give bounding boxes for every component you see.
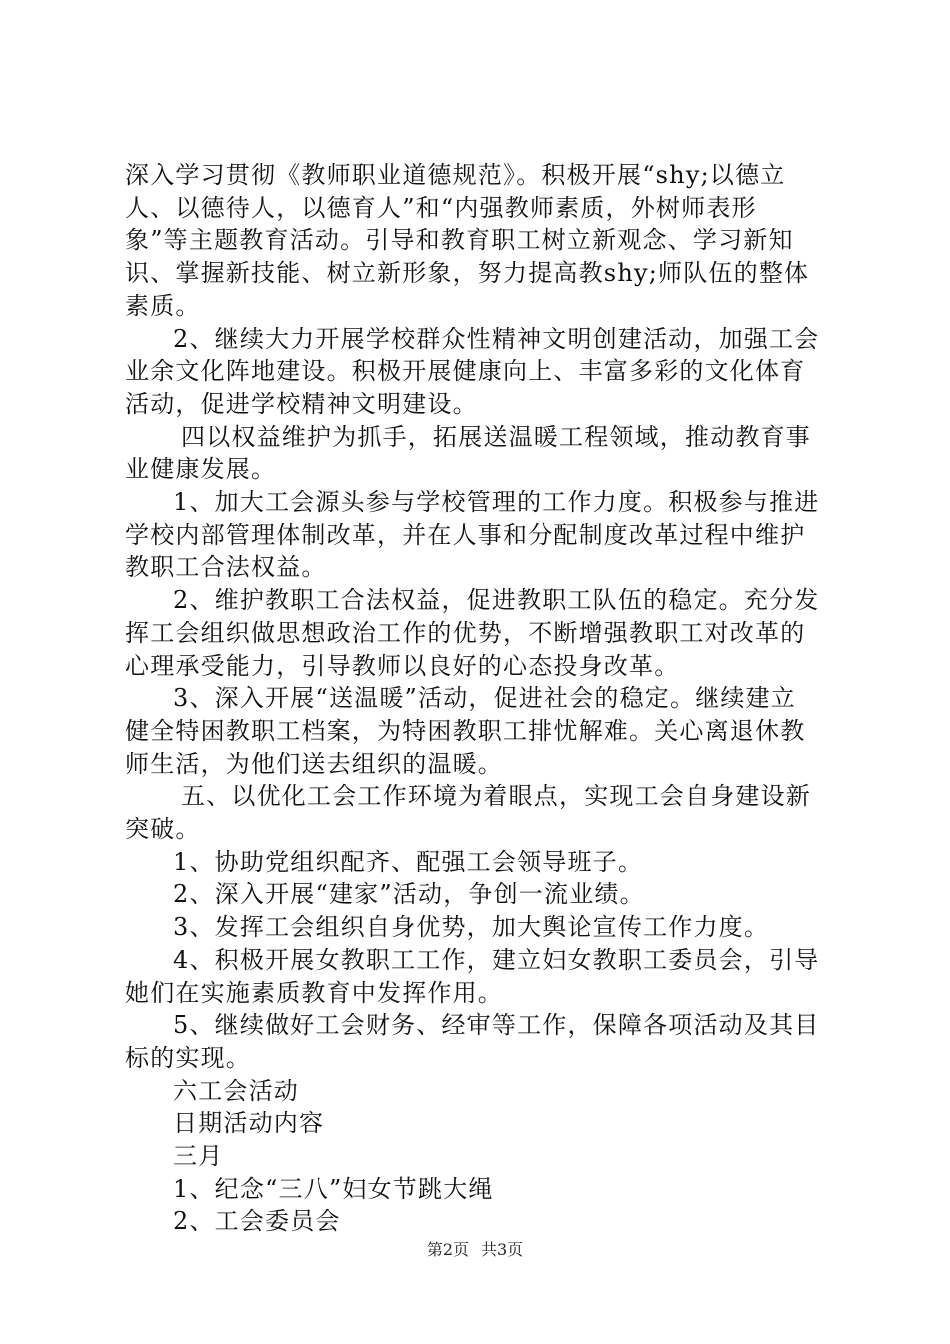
text-line: 2、继续大力开展学校群众性精神文明创建活动，加强工会 [173,325,820,353]
text-line: 素质。 [125,292,201,320]
text-line: 学校内部管理体制改革，并在人事和分配制度改革过程中维护 [125,521,806,549]
text-line: 1、加大工会源头参与学校管理的工作力度。积极参与推进 [173,488,820,516]
text-line: 1、纪念“三八”妇女节跳大绳 [173,1175,494,1203]
text-line: 象”等主题教育活动。引导和教育职工树立新观念、学习新知 [125,226,794,254]
text-line: 挥工会组织做思想政治工作的优势，不断增强教职工对改革的 [125,619,806,647]
text-line: 五、以优化工会工作环境为着眼点，实现工会自身建设新 [181,782,811,810]
text-line: 5、继续做好工会财务、经审等工作，保障各项活动及其目 [173,1011,820,1039]
text-line: 四以权益维护为抓手，拓展送温暖工程领域，推动教育事 [181,423,811,451]
text-line: 2、工会委员会 [173,1207,341,1235]
text-line: 4、积极开展女教职工工作，建立妇女教职工委员会，引导 [173,946,820,974]
text-line: 人、以德待人，以德育人”和“内强教师素质，外树师表形 [125,194,757,222]
text-line: 突破。 [125,815,201,843]
page-number-total: 共3页 [481,1240,524,1259]
text-line: 3、发挥工会组织自身优势，加大舆论宣传工作力度。 [173,913,770,941]
text-line: 识、掌握新技能、树立新形象，努力提高教shy;师队伍的整体 [125,259,810,287]
text-line: 健全特困教职工档案，为特困教职工排忧解难。关心离退休教 [125,717,806,745]
text-line: 日期活动内容 [173,1109,325,1137]
text-line: 六工会活动 [173,1077,299,1105]
text-line: 2、维护教职工合法权益，促进教职工队伍的稳定。充分发 [173,586,820,614]
text-line: 1、协助党组织配齐、配强工会领导班子。 [173,848,644,876]
text-line: 业余文化阵地建设。积极开展健康向上、丰富多彩的文化体育 [125,357,806,385]
page-footer [0,1240,950,1260]
text-line: 标的实现。 [125,1044,251,1072]
text-line: 2、深入开展“建家”活动，争创一流业绩。 [173,880,645,908]
page-number-current: 第2页 [426,1240,469,1259]
text-line: 她们在实施素质教育中发挥作用。 [125,979,503,1007]
text-line: 3、深入开展“送温暖”活动，促进社会的稳定。继续建立 [173,684,797,712]
text-line: 活动，促进学校精神文明建设。 [125,390,478,418]
text-line: 师生活，为他们送去组织的温暖。 [125,750,503,778]
text-line: 业健康发展。 [125,455,277,483]
text-line: 心理承受能力，引导教师以良好的心态投身改革。 [125,652,680,680]
text-line: 三月 [173,1142,224,1170]
text-line: 深入学习贯彻《教师职业道德规范》。积极开展“shy;以德立 [125,161,786,189]
text-line: 教职工合法权益。 [125,553,327,581]
